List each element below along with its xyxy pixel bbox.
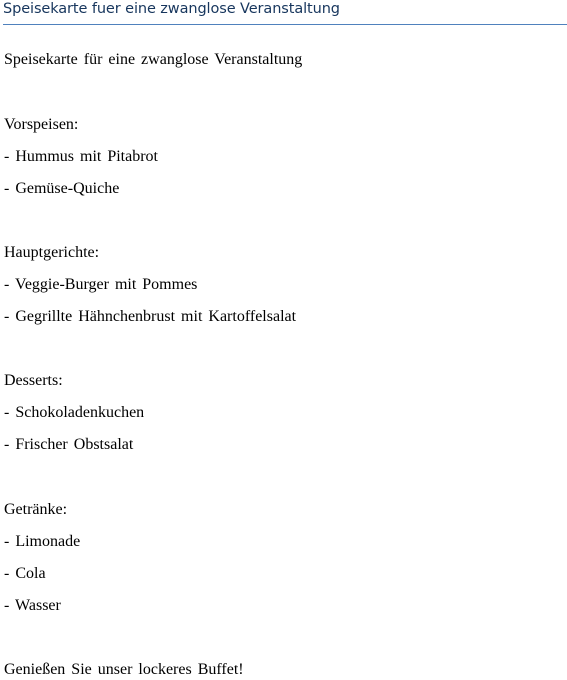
section-heading-hauptgerichte: Hauptgerichte:: [4, 244, 100, 261]
menu-item: - Wasser: [4, 597, 61, 614]
menu-item: - Veggie-Burger mit Pommes: [4, 276, 198, 293]
document-header: [3, 0, 567, 25]
section-heading-desserts: Desserts:: [4, 372, 63, 389]
menu-item: - Schokoladenkuchen: [4, 404, 145, 421]
menu-item: - Gegrillte Hähnchenbrust mit Kartoffelsalat: [4, 308, 297, 325]
section-heading-getraenke: Getränke:: [4, 501, 68, 518]
closing-line: Genießen Sie unser lockeres Buffet!: [4, 661, 244, 678]
menu-item: - Frischer Obstsalat: [4, 436, 134, 453]
section-heading-vorspeisen: Vorspeisen:: [4, 116, 79, 133]
menu-item: - Limonade: [4, 533, 81, 550]
header-title: Speisekarte fuer eine zwanglose Veranstaltung: [3, 1, 340, 17]
menu-item: - Cola: [4, 565, 46, 582]
menu-item: - Hummus mit Pitabrot: [4, 148, 158, 165]
menu-item: - Gemüse-Quiche: [4, 180, 120, 197]
document-title: Speisekarte für eine zwanglose Veranstaltung: [4, 51, 303, 68]
